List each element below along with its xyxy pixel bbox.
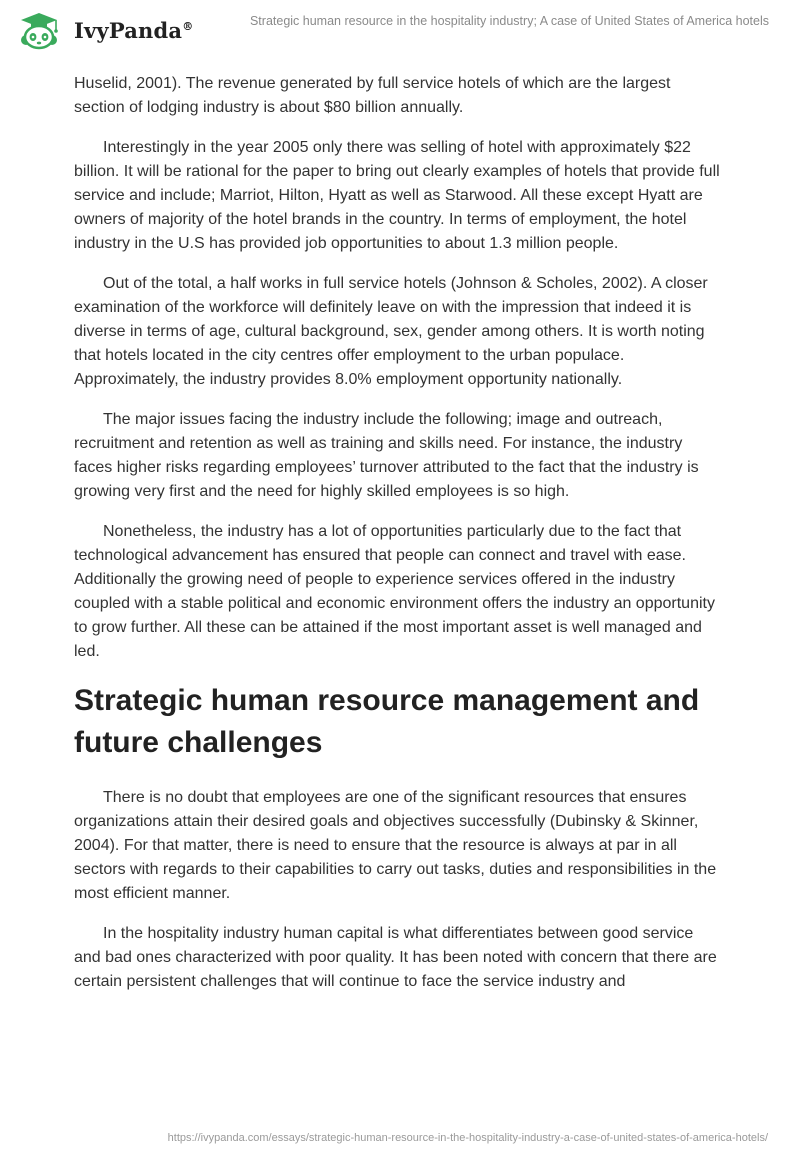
paragraph: Huselid, 2001). The revenue generated by full service hotels of which are the largest section of lodging industry is about $80 billion annually. (74, 75, 671, 116)
footer-url[interactable]: https://ivypanda.com/essays/strategic-human-resource-in-the-hospitality-industry-a-case-of-united-states-of-america-hotels/ (167, 1132, 768, 1144)
section-heading: Strategic human resource management and future challenges (74, 684, 700, 759)
paragraph: There is no doubt that employees are one of the significant resources that ensures organizations attain their desired goals and objectives successfully (Dubinsky & Skinner, 2004). For that matter, there is need to ensure that the resource is always at par in all sectors with regards to their capabilities to carry out tasks, duties and responsibilities in the most efficient manner. (74, 789, 717, 902)
brand-name: IvyPanda® (74, 17, 194, 43)
paragraph: In the hospitality industry human capital is what differentiates between good service and bad ones characterized with poor quality. It has been noted with concern that there are certain persistent challenges that will continue to face the service industry and (74, 925, 717, 990)
document-title: Strategic human resource in the hospitality industry; A case of United States of America hotels (249, 14, 769, 28)
page-header (0, 0, 800, 60)
paragraph: Out of the total, a half works in full service hotels (Johnson & Scholes, 2002). A closer examination of the workforce will definitely leave on with the impression that indeed it is diverse in terms of age, cultural background, sex, gender among others. It is worth noting that hotels located in the city centres offer employment to the urban populace. Approximately, the industry provides 8.0% employment opportunity nationally. (74, 275, 708, 388)
paragraph: Nonetheless, the industry has a lot of opportunities particularly due to the fact that technological advancement has ensured that people can connect and travel with ease. Additionally the growing need of people to experience services offered in the industry coupled with a stable political and economic environment offers the industry an opportunity to grow further. All these can be attained if the most important asset is well managed and led. (74, 523, 715, 660)
paragraph: Interestingly in the year 2005 only there was selling of hotel with approximately $22 billion. It will be rational for the paper to bring out clearly examples of hotels that provide full service and include; Marriot, Hilton, Hyatt as well as Starwood. All these except Hyatt are owners of majority of the hotel brands in the country. In terms of employment, the hotel industry in the U.S has provided job opportunities to about 1.3 million people. (74, 139, 720, 252)
panda-graduate-icon (12, 10, 66, 50)
paragraph: The major issues facing the industry include the following; image and outreach, recruitment and retention as well as training and skills need. For instance, the industry faces higher risks regarding employees’ turnover attributed to the fact that the industry is growing very first and the need for highly skilled employees is so high. (74, 411, 699, 500)
ivypanda-logo[interactable] (12, 10, 193, 50)
essay-body (74, 72, 724, 1010)
